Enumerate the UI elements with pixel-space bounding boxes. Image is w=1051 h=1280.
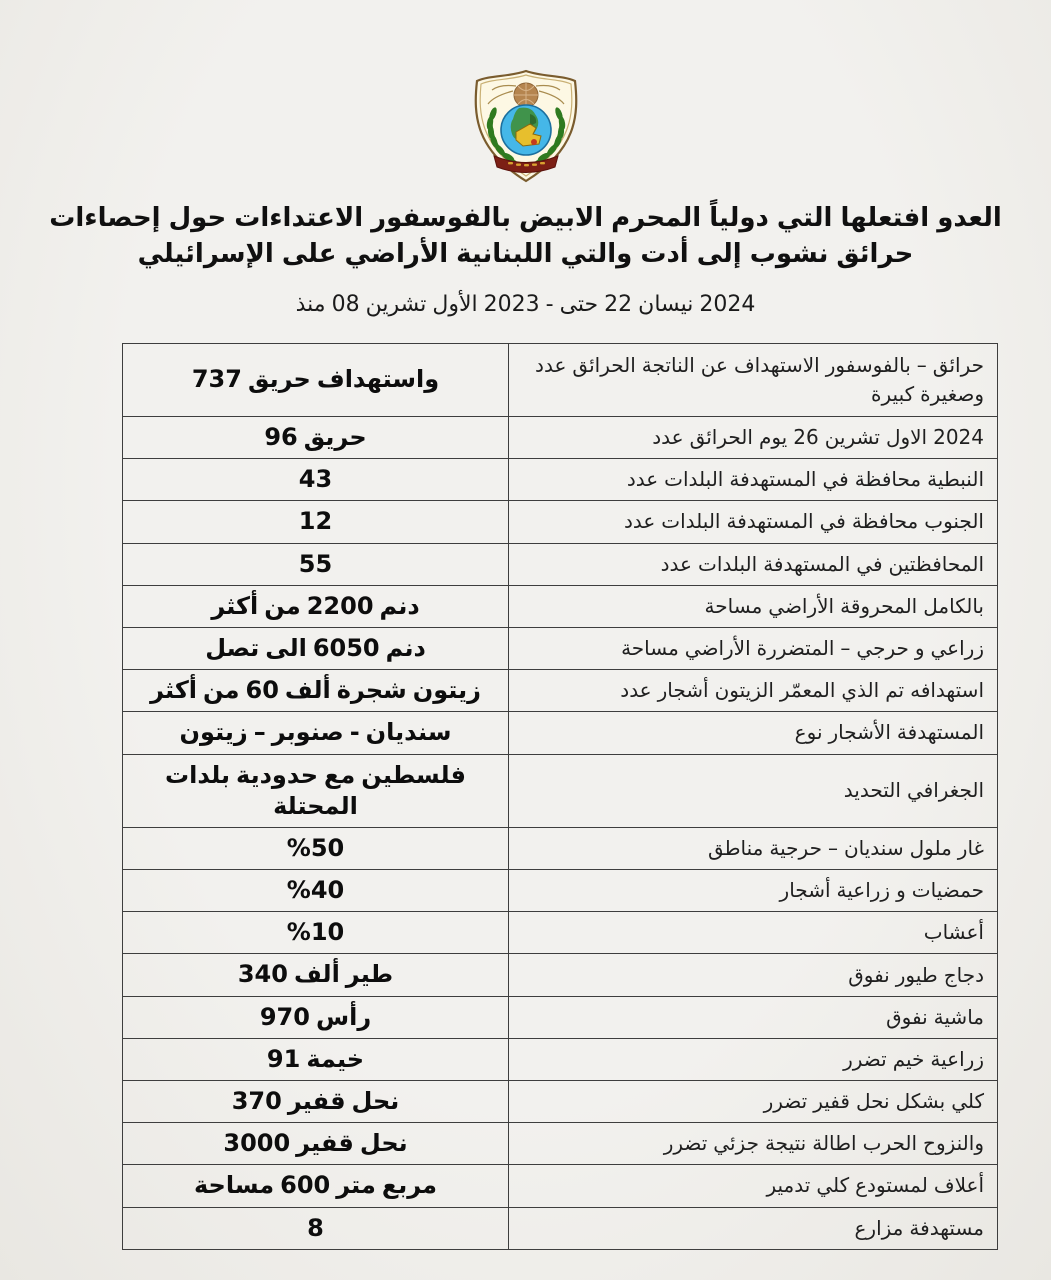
- date-range: [0, 292, 1051, 317]
- text-token: والنزوح: [923, 1131, 984, 1156]
- text-token: بلدات: [165, 760, 231, 789]
- stat-label-cell: [509, 1207, 998, 1249]
- text-token: استهدافه: [910, 678, 984, 703]
- text-token: المستهدفة: [726, 509, 814, 534]
- text-token: –: [827, 835, 838, 860]
- table-row: [123, 996, 998, 1038]
- stat-value-cell: [123, 912, 509, 954]
- text-token: في: [819, 509, 846, 534]
- text-token: –: [916, 353, 927, 377]
- text-token: الإسرائيلي: [137, 239, 274, 269]
- text-token: الأشجار: [828, 720, 891, 745]
- text-token: الأراضي: [684, 636, 751, 661]
- text-token: جزئي: [713, 1131, 759, 1156]
- stat-value-cell: [123, 501, 509, 543]
- stat-label-cell: [509, 827, 998, 869]
- organization-emblem-icon: [464, 66, 588, 186]
- text-token: 91: [266, 1044, 301, 1073]
- text-token: نتيجة: [764, 1131, 807, 1156]
- stat-label-cell: [509, 912, 998, 954]
- text-token: الحرائق: [689, 425, 753, 450]
- table-row: [123, 827, 998, 869]
- text-token: 600: [280, 1171, 331, 1200]
- text-token: زراعي: [930, 636, 984, 661]
- text-token: المحرم: [611, 203, 702, 233]
- text-token: دجاج: [943, 962, 984, 987]
- text-token: تضرر: [843, 1046, 887, 1071]
- text-token: حدودية: [236, 760, 318, 789]
- text-token: المحتلة: [273, 791, 358, 820]
- stat-label-cell: [509, 1081, 998, 1123]
- text-token: إلى: [696, 239, 742, 269]
- text-token: صنوبر: [271, 718, 344, 747]
- stat-value-cell: [123, 754, 509, 827]
- text-token: التي: [776, 203, 833, 233]
- text-token: الحرب: [862, 1131, 918, 1156]
- text-token: 96: [264, 423, 298, 451]
- stat-value-cell: [123, 870, 509, 912]
- stat-value-cell: [123, 543, 509, 585]
- text-token: 2200: [306, 591, 374, 620]
- stat-label-cell: [509, 954, 998, 996]
- text-token: الأراضي: [768, 593, 835, 618]
- table-row: [123, 344, 998, 417]
- text-token: نشوب: [749, 239, 829, 269]
- text-token: عن: [700, 353, 728, 377]
- text-token: –: [253, 718, 266, 747]
- text-token: ألف: [284, 676, 331, 705]
- text-token: قفير: [813, 1089, 850, 1114]
- text-token: و: [914, 636, 925, 661]
- table-row: [123, 912, 998, 954]
- text-token: البلدات: [664, 467, 724, 492]
- text-token: حمضيات: [911, 878, 984, 903]
- text-token: المستهدفة: [763, 551, 851, 576]
- text-token: حرائق: [836, 239, 914, 269]
- text-token: مربع: [381, 1171, 438, 1200]
- text-token: كبيرة: [871, 382, 915, 406]
- document-title: [0, 200, 1051, 272]
- text-token: أكثر: [211, 591, 259, 620]
- text-token: اطالة: [812, 1131, 857, 1156]
- text-token: وصغيرة: [920, 382, 984, 406]
- stat-value-cell: [123, 459, 509, 501]
- stat-value-cell: [123, 996, 509, 1038]
- text-token: نحل: [359, 1129, 408, 1158]
- text-token: واستهداف: [316, 365, 440, 394]
- stat-value-cell: [123, 1207, 509, 1249]
- text-token: نفوق: [848, 962, 890, 987]
- stat-value-cell: [123, 627, 509, 669]
- text-token: 3000: [223, 1129, 291, 1158]
- text-token: 12: [298, 507, 333, 536]
- table-row: [123, 870, 998, 912]
- text-token: في: [856, 551, 883, 576]
- table-row: [123, 585, 998, 627]
- text-token: افتعلها: [840, 203, 930, 233]
- text-token: الاستهداف: [733, 353, 820, 377]
- text-token: عدد: [535, 353, 567, 377]
- text-token: 55: [298, 549, 333, 578]
- table-row: [123, 501, 998, 543]
- text-token: محافظة: [851, 509, 919, 534]
- text-token: و: [896, 878, 906, 903]
- text-token: الحرائق: [572, 353, 636, 377]
- text-token: ماشية: [933, 1004, 984, 1029]
- text-token: البلدات: [661, 509, 721, 534]
- text-token: سنديان: [843, 835, 904, 860]
- text-token: المتضررة: [756, 636, 835, 661]
- text-token: حتى: [559, 292, 599, 317]
- text-token: تشرين: [365, 292, 427, 317]
- text-token: الناتجة: [641, 353, 695, 377]
- text-token: من: [264, 591, 301, 620]
- stat-label-cell: [509, 459, 998, 501]
- text-token: أعشاب: [923, 920, 984, 945]
- text-token: بالفوسفور: [371, 203, 511, 233]
- text-token: %40: [286, 876, 345, 905]
- text-token: مستهدفة: [909, 1215, 984, 1240]
- text-token: خيم: [892, 1046, 925, 1071]
- text-token: خيمة: [306, 1044, 365, 1073]
- text-token: أدت: [640, 239, 689, 269]
- text-token: المحروقة: [840, 593, 918, 618]
- text-token: دنم: [379, 591, 420, 620]
- text-token: اللبنانية: [456, 239, 553, 269]
- text-token: عدد: [660, 551, 692, 576]
- text-token: تم: [885, 678, 905, 703]
- text-token: تضرر: [663, 1131, 708, 1156]
- text-token: مناطق: [707, 835, 764, 860]
- stat-label-cell: [509, 1165, 998, 1207]
- text-token: الى: [265, 633, 307, 662]
- text-token: أكثر: [150, 676, 198, 705]
- text-token: مزارع: [854, 1215, 904, 1240]
- table-row: [123, 627, 998, 669]
- text-token: رأس: [315, 1002, 372, 1031]
- text-token: بالفوسفور: [825, 353, 911, 377]
- text-token: على: [281, 239, 337, 269]
- text-token: الزيتون: [714, 678, 774, 703]
- text-token: الاول: [885, 425, 928, 450]
- table-row: [123, 954, 998, 996]
- text-token: أشجار: [779, 878, 831, 903]
- stat-value-cell: [123, 1038, 509, 1080]
- text-token: تشرين: [824, 425, 880, 450]
- text-token: مع: [324, 760, 356, 789]
- stat-value-cell: [123, 1165, 509, 1207]
- text-token: المعمّر: [779, 678, 836, 703]
- text-token: حريق: [303, 423, 367, 451]
- text-token: متر: [336, 1171, 376, 1200]
- text-token: والتي: [560, 239, 633, 269]
- table-row: [123, 417, 998, 459]
- text-token: عدد: [626, 467, 659, 492]
- text-token: المستهدفة: [896, 720, 984, 745]
- stat-label-cell: [509, 712, 998, 754]
- text-token: حرجي: [856, 636, 909, 661]
- stat-value-cell: [123, 954, 509, 996]
- text-token: مساحة: [621, 636, 679, 661]
- table-row: [123, 1123, 998, 1165]
- stat-value-cell: [123, 344, 509, 417]
- text-token: %50: [286, 833, 345, 862]
- text-token: حرجية: [769, 835, 822, 860]
- text-token: منذ: [295, 292, 326, 317]
- table-row: [123, 670, 998, 712]
- table-row: [123, 543, 998, 585]
- text-token: حول: [168, 203, 227, 233]
- text-token: 340: [237, 960, 288, 989]
- text-token: من: [203, 676, 240, 705]
- text-token: ألف: [293, 960, 340, 989]
- text-token: فلسطين: [361, 760, 466, 789]
- table-row: [123, 1165, 998, 1207]
- text-token: 26: [793, 425, 819, 450]
- stat-value-cell: [123, 1123, 509, 1165]
- text-token: 2024: [933, 425, 984, 450]
- text-token: نيسان: [638, 292, 694, 317]
- text-token: دنم: [385, 633, 426, 662]
- text-token: إحصاءات: [49, 203, 161, 233]
- text-token: مساحة: [193, 1171, 275, 1200]
- text-token: أعلاف: [933, 1173, 984, 1198]
- text-token: دولياً: [709, 203, 769, 233]
- document-title-line2: [0, 236, 1051, 272]
- table-row: [123, 1038, 998, 1080]
- text-token: نحل: [855, 1089, 890, 1114]
- stat-label-cell: [509, 585, 998, 627]
- text-token: طير: [345, 960, 394, 989]
- text-token: زراعية: [836, 878, 891, 903]
- stat-label-cell: [509, 754, 998, 827]
- text-token: قفير: [296, 1129, 354, 1158]
- statistics-table: [122, 343, 998, 1250]
- stat-label-cell: [509, 627, 998, 669]
- text-token: نفوق: [886, 1004, 928, 1029]
- table-row: [123, 1207, 998, 1249]
- text-token: الذي: [841, 678, 880, 703]
- text-token: العدو: [937, 203, 1002, 233]
- text-token: حريق: [247, 365, 311, 394]
- logo-wrap: [0, 0, 1051, 186]
- table-row: [123, 1081, 998, 1123]
- text-token: زيتون: [179, 718, 248, 747]
- text-token: في: [822, 467, 849, 492]
- text-token: 2024: [699, 292, 756, 317]
- text-token: كلي: [951, 1089, 984, 1114]
- text-token: نوع: [794, 720, 823, 745]
- text-token: -: [545, 292, 554, 317]
- text-token: تصل: [205, 633, 260, 662]
- stat-value-cell: [123, 670, 509, 712]
- text-token: غار: [957, 835, 984, 860]
- stat-value-cell: [123, 417, 509, 459]
- text-token: 970: [259, 1002, 310, 1031]
- text-token: طيور: [895, 962, 938, 987]
- text-token: الجنوب: [924, 509, 984, 534]
- text-token: مساحة: [704, 593, 763, 618]
- text-token: 8: [307, 1213, 324, 1242]
- stat-value-cell: [123, 827, 509, 869]
- text-token: عدد: [620, 678, 652, 703]
- stat-label-cell: [509, 501, 998, 543]
- text-token: نحل: [351, 1087, 400, 1115]
- text-token: الجغرافي: [906, 778, 984, 803]
- stat-label-cell: [509, 344, 998, 417]
- text-token: زيتون: [412, 676, 481, 705]
- text-token: التحديد: [843, 778, 901, 803]
- text-token: 43: [298, 465, 333, 494]
- text-token: بشكل: [895, 1089, 946, 1114]
- text-token: شجرة: [336, 676, 407, 705]
- text-token: 737: [191, 365, 242, 394]
- text-token: أشجار: [657, 678, 709, 703]
- text-token: تضرر: [763, 1089, 808, 1114]
- text-token: الأول: [432, 292, 478, 317]
- text-token: قفير: [287, 1087, 346, 1115]
- document-title-line1: [0, 200, 1051, 236]
- stat-value-cell: [123, 712, 509, 754]
- statistics-table-body: [123, 344, 998, 1250]
- text-token: ملول: [909, 835, 952, 860]
- text-token: –: [840, 636, 851, 661]
- text-token: حرائق: [932, 353, 984, 377]
- text-token: الابيض: [519, 203, 604, 233]
- text-token: محافظة: [854, 467, 922, 492]
- text-token: يوم: [758, 425, 788, 450]
- stat-label-cell: [509, 543, 998, 585]
- text-token: 6050: [312, 633, 380, 662]
- table-row: [123, 459, 998, 501]
- table-row: [123, 754, 998, 827]
- text-token: البلدات: [697, 551, 758, 576]
- text-token: النبطية: [927, 467, 984, 492]
- text-token: 08: [331, 292, 360, 317]
- text-token: %10: [286, 918, 345, 947]
- stat-value-cell: [123, 1081, 509, 1123]
- text-token: سنديان: [365, 718, 452, 747]
- text-token: كلي: [816, 1173, 850, 1198]
- stat-label-cell: [509, 996, 998, 1038]
- text-token: عدد: [623, 509, 656, 534]
- stat-label-cell: [509, 417, 998, 459]
- stat-label-cell: [509, 870, 998, 912]
- text-token: 22: [604, 292, 633, 317]
- text-token: الاعتداءات: [234, 203, 364, 233]
- text-token: -: [349, 718, 360, 747]
- text-token: المحافظتين: [888, 551, 984, 576]
- text-token: بالكامل: [923, 593, 984, 618]
- stat-label-cell: [509, 1038, 998, 1080]
- text-token: 370: [231, 1087, 282, 1115]
- text-token: عدد: [652, 425, 684, 450]
- table-row: [123, 712, 998, 754]
- text-token: الأراضي: [344, 239, 449, 269]
- text-token: 2023: [483, 292, 540, 317]
- stat-label-cell: [509, 1123, 998, 1165]
- text-token: 60: [245, 676, 279, 705]
- text-token: لمستودع: [855, 1173, 928, 1198]
- stat-value-cell: [123, 585, 509, 627]
- text-token: تدمير: [766, 1173, 811, 1198]
- text-token: زراعية: [930, 1046, 984, 1071]
- text-token: المستهدفة: [729, 467, 817, 492]
- stat-label-cell: [509, 670, 998, 712]
